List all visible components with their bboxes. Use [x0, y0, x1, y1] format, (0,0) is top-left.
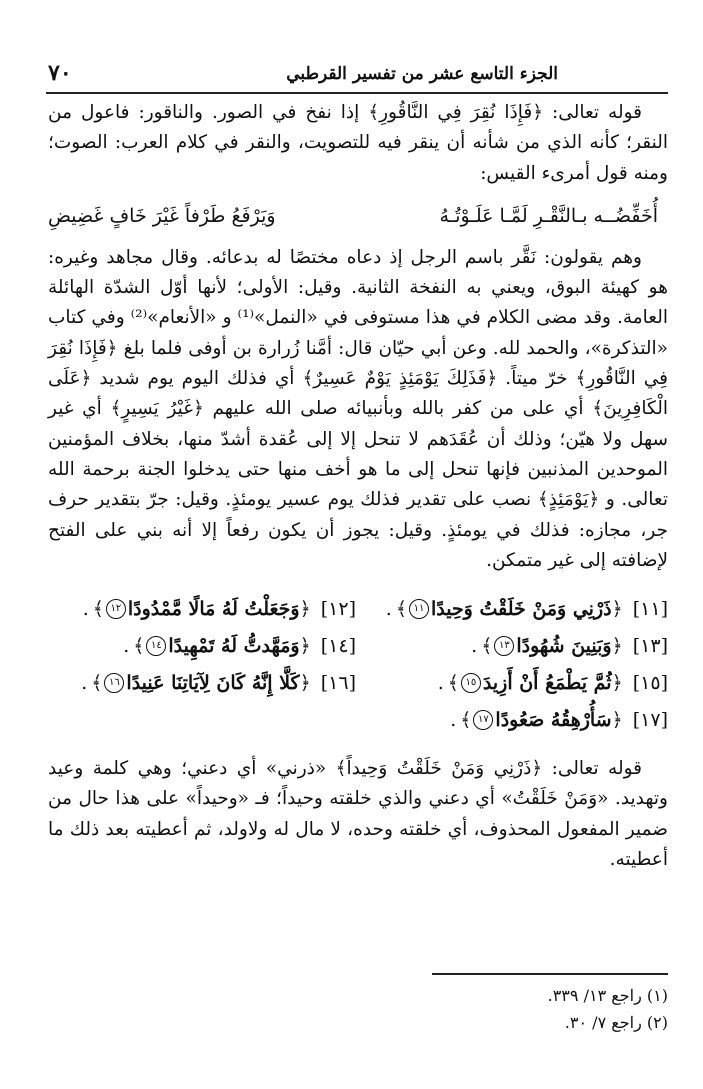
verse-number: [١٦] [320, 671, 356, 694]
quran-verses-block [48, 590, 668, 738]
ornate-bracket-close: ﴾ [133, 634, 145, 657]
page-body [48, 98, 668, 875]
poem-verse [48, 199, 658, 233]
verse-tail: . [82, 597, 89, 620]
ornate-bracket-open: ﴿ [299, 634, 311, 657]
verse-row [48, 701, 668, 738]
verse-17 [356, 705, 668, 735]
verse-tail: . [450, 708, 457, 731]
footnote-rule [432, 973, 668, 975]
verse-number: [١٤] [320, 634, 356, 657]
ayah-end-marker: ١٧ [473, 710, 493, 730]
verse-text: كَلَّا إِنَّهُ كَانَ لِآيَاتِنَا عَنِيدًا [126, 671, 300, 694]
paragraph-2: وهم يقولون: نَقَّر باسم الرجل إذ دعاه مختصًا له بدعائه. وقال مجاهد وغيره: هو كهيئة البوق، ويعني به النفخة الثانية. وقيل: الأولى؛ لأنها أوّل الشدّة الهائلة العامة. وقد مضى الكلام في هذا مستوفى في «النمل»⁽¹⁾ و «الأنعام»⁽²⁾ وفي كتاب «التذكرة»، والحمد لله. وعن أبي حيّان قال: أمَّنا زُرارة بن أوفى فلما بلغ ﴿فَإِذَا نُقِرَ فِي النَّاقُورِ﴾ خرّ ميتاً. ﴿فَذَلِكَ يَوْمَئِذٍ يَوْمٌ عَسِيرٌ﴾ أي فذلك اليوم يوم شديد ﴿عَلَى الْكَافِرِينَ﴾ أي على من كفر بالله وبأنبيائه صلى الله عليهم ﴿غَيْرُ يَسِيرٍ﴾ أي غير سهل ولا هيّن؛ وذلك أن عُقَدَهم لا تنحل إلا إلى عُقدة أشدّ منها، بخلاف المؤمنين الموحدين المذنبين فإنها تنحل إلى ما هو أخف منها حتى يدخلوا الجنة برحمة الله تعالى. و ﴿يَوْمَئِذٍ﴾ نصب على تقدير فذلك يوم عسير يومئذٍ. وقيل: جرّ بتقدير حرف جر، مجازه: فذلك في يومئذٍ. وقيل: يجوز أن يكون رفعاً إلا أنه بني على الفتح لإضافته إلى غير متمكن. [48, 246, 669, 571]
verse-number: [١٥] [632, 671, 668, 694]
ornate-bracket-close: ﴾ [91, 671, 103, 694]
ornate-bracket-open: ﴿ [611, 708, 623, 731]
poem-hemistich-second: وَيَرْفَعُ طَرْفاً غَيْرَ خَافٍ غَضِيضِ [48, 204, 276, 227]
ayah-end-marker: ١١ [409, 599, 429, 619]
page-number: ٧٠ [48, 60, 72, 86]
verse-tail: . [471, 634, 478, 657]
verse-text: وَبَنِينَ شُهُودًا [516, 634, 612, 657]
verse-11 [356, 594, 668, 624]
verse-13 [356, 631, 668, 661]
verse-tail: . [81, 671, 88, 694]
running-title: الجزء التاسع عشر من تفسير القرطبي [286, 64, 558, 84]
verse-14 [123, 631, 356, 661]
verse-12 [83, 594, 356, 624]
paragraph-1: قوله تعالى: ﴿فَإِذَا نُقِرَ فِي النَّاقُورِ﴾ إذا نفخ في الصور. والناقور: فاعول من النقر؛ كأنه الذي من شأنه أن ينقر فيه للتصويت، والنقر في كلام العرب: الصوت؛ ومنه قول أمرىء القيس: [48, 102, 668, 184]
poem-hemistich-first: أُخَفِّضُــه بـالنَّقْـرِ لَمَّـا عَلَـوْتُـهُ [439, 204, 658, 227]
verse-number: [١٧] [632, 708, 668, 731]
footnote-1: (١) راجع ١٣/ ٣٣٩. [547, 986, 668, 1005]
verse-16 [81, 668, 356, 698]
verse-text: وَجَعَلْتُ لَهُ مَالًا مَّمْدُودًا [127, 597, 300, 620]
ornate-bracket-close: ﴾ [481, 634, 493, 657]
verse-row [48, 664, 668, 701]
ornate-bracket-close: ﴾ [92, 597, 104, 620]
ayah-end-marker: ١٦ [104, 673, 124, 693]
ayah-end-marker: ١٣ [494, 636, 514, 656]
verse-row [48, 627, 668, 664]
footnotes [48, 982, 668, 1036]
verse-tail: . [123, 634, 130, 657]
page-header [48, 60, 668, 90]
verse-tail: . [385, 597, 392, 620]
verse-text: ثُمَّ يَطْمَعُ أَنْ أَزِيدَ [482, 671, 612, 694]
verse-row [48, 590, 668, 627]
verse-number: [١٢] [320, 597, 356, 620]
ayah-end-marker: ١٥ [461, 673, 481, 693]
ayah-end-marker: ١٢ [106, 599, 126, 619]
footnote-2: (٢) راجع ٧/ ٣٠. [564, 1013, 668, 1032]
ornate-bracket-close: ﴾ [447, 671, 459, 694]
ornate-bracket-close: ﴾ [460, 708, 472, 731]
ayah-end-marker: ١٤ [146, 636, 166, 656]
ornate-bracket-close: ﴾ [395, 597, 407, 620]
ornate-bracket-open: ﴿ [611, 597, 623, 620]
verse-tail: . [437, 671, 444, 694]
verse-text: ذَرْنِي وَمَنْ خَلَقْتُ وَحِيدًا [430, 597, 612, 620]
ornate-bracket-open: ﴿ [299, 597, 311, 620]
verse-number: [١٣] [632, 634, 668, 657]
header-rule [46, 92, 668, 94]
verse-number: [١١] [632, 597, 668, 620]
verse-15 [356, 668, 668, 698]
ornate-bracket-open: ﴿ [611, 671, 623, 694]
paragraph-3: قوله تعالى: ﴿ذَرْنِي وَمَنْ خَلَقْتُ وَحِيداً﴾ «ذرني» أي دعني؛ وهي كلمة وعيد وتهديد. «وَمَنْ خَلَقْتُ» أي دعني والذي خلقته وحيداً؛ فـ «وحيداً» على هذا حال من ضمير المفعول المحذوف، أي خلقته وحده، لا مال له ولاولد، ثم أعطيته بعد ذلك ما أعطيته. [48, 758, 668, 871]
verse-text: وَمَهَّدتُّ لَهُ تَمْهِيدًا [168, 634, 300, 657]
verse-text: سَأُرْهِقُهُ صَعُودًا [495, 708, 612, 731]
ornate-bracket-open: ﴿ [611, 634, 623, 657]
ornate-bracket-open: ﴿ [299, 671, 311, 694]
